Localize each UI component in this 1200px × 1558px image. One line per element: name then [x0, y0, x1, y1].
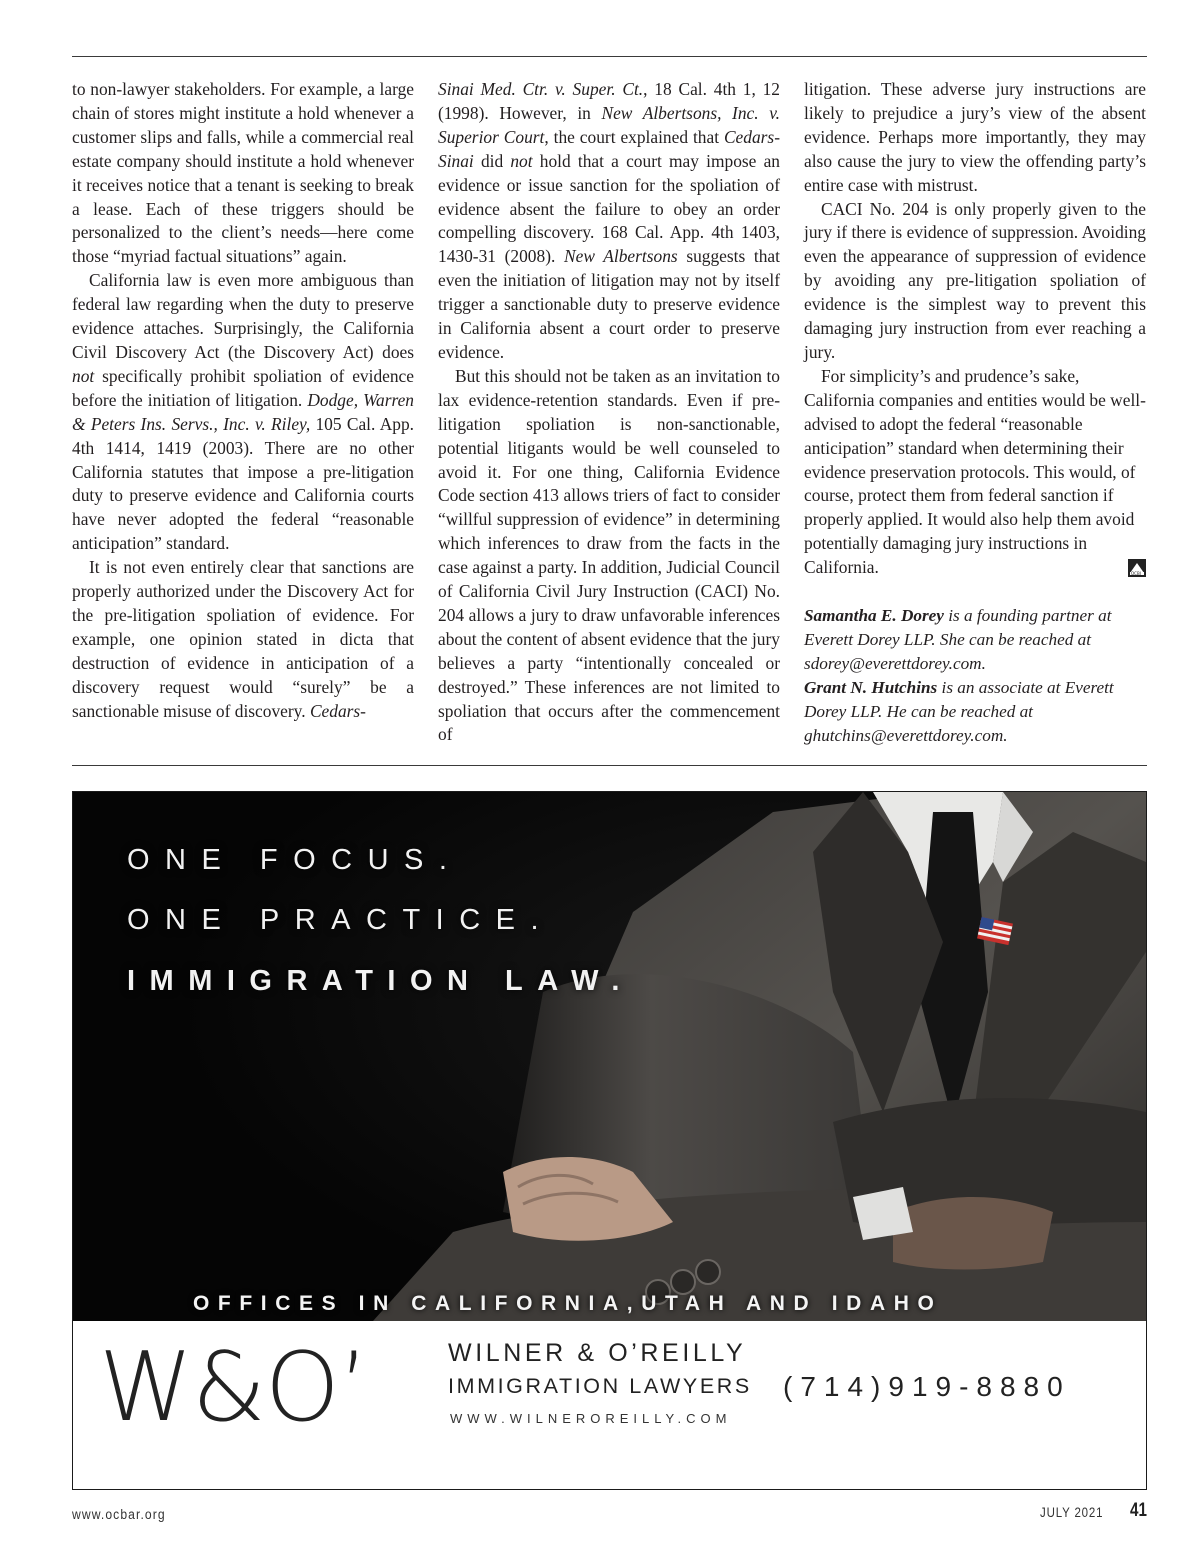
- paragraph: CACI No. 204 is only properly given to the jury if there is evidence of suppression. Avoiding even the appearance of suppression of evidence by avoiding any pre-litigation spoliation of evidence is the simplest way to prevent this damaging jury instruction from ever reaching a jury.: [804, 198, 1146, 362]
- paragraph: to non-lawyer stakeholders. For example, a large chain of stores might institute a hold whenever a customer slips and falls, while a commercial real estate company should institute a hold whenever it receives notice that a tenant is seeking to break a lease. Each of these triggers should be personalized to the client’s needs—here come those “myriad factual situations” again.: [72, 79, 414, 267]
- ad-offices-text: OFFICES IN CALIFORNIA,UTAH AND IDAHO: [193, 1292, 943, 1315]
- article-column-2: [438, 78, 780, 747]
- paragraph: But this should not be taken as an invitation to lax evidence-retention standards. Even if pre-litigation spoliation is non-sanctionable, potential litigants would be well counseled to avoid it. For one thing, California Evidence Code section 413 allows triers of fact to consider “willful suppression of evidence” in determining which inferences to draw from the facts in the case against a party. In addition, Judicial Council of California Civil Jury Instruction (CACI) No. 204 allows a jury to draw unfavorable inferences about the content of absent evidence that the jury believes a party “intentionally concealed or destroyed.” These inferences are not limited to spoliation that occurs after the commencement of: [438, 365, 780, 745]
- paragraph: Sinai Med. Ctr. v. Super. Ct., 18 Cal. 4th 1, 12 (1998). However, in New Albertsons, Inc. v. Superior Court, the court explained that Cedars-Sinai did not hold that a court may impose an evidence or issue sanction for the spoliation of evidence absent the failure to obey an order compelling discovery. 168 Cal. App. 4th 1403, 1430-31 (2008). New Albertsons suggests that even the initiation of litigation may not by itself trigger a sanctionable duty to preserve evidence in California absent a court order to preserve evidence.: [438, 79, 781, 362]
- ad-tagline: ONE FOCUS.: [127, 844, 463, 876]
- author-bios: [804, 604, 1146, 747]
- firm-description: IMMIGRATION LAWYERS: [448, 1374, 752, 1398]
- section-rule: [72, 765, 1147, 766]
- man-in-suit-arms-crossed-photo: [73, 792, 1146, 1321]
- svg-text:OCBJ: OCBJ: [1131, 571, 1141, 577]
- firm-name: WILNER & O’REILLY: [448, 1339, 747, 1367]
- firm-phone[interactable]: (714)919-8880: [783, 1371, 1071, 1402]
- ad-footer: [73, 1321, 1146, 1489]
- folio-date: JULY 2021: [1040, 1505, 1104, 1520]
- top-rule: [72, 56, 1147, 57]
- folio-website-link[interactable]: www.ocbar.org: [72, 1507, 166, 1522]
- paragraph: litigation. These adverse jury instructions are likely to prejudice a jury’s view of the absent evidence. Perhaps more importantly, they may also cause the jury to view the offending party’s entire case with mistrust.: [804, 79, 1146, 195]
- ad-tagline: ONE PRACTICE.: [127, 904, 555, 936]
- paragraph: For simplicity’s and prudence’s sake, California companies and entities would be well-advised to adopt the federal “reasonable anticipation” standard when determining their evidence preservation protocols. This would, of course, protect them from federal sanction if properly applied. It would also help them avoid potentially damaging jury instructions in California. OCBJ: [804, 365, 1146, 578]
- author-bio: Samantha E. Dorey is a founding partner at Everett Dorey LLP. She can be reached at sdorey@everettdorey.com.: [804, 606, 1112, 673]
- advertisement[interactable]: [72, 791, 1147, 1490]
- paragraph: It is not even entirely clear that sanctions are properly authorized under the Discovery Act for the pre-litigation spoliation of evidence. For example, one opinion stated in dicta that destruction of evidence in anticipation of a discovery request would “surely” be a sanctionable misuse of discovery. Cedars-: [72, 557, 414, 721]
- article-column-3: [804, 78, 1146, 747]
- paragraph: California law is even more ambiguous than federal law regarding when the duty to preserve evidence attaches. Surprisingly, the California Civil Discovery Act (the Discovery Act) does not specifically prohibit spoliation of evidence before the initiation of litigation. Dodge, Warren & Peters Ins. Servs., Inc. v. Riley, 105 Cal. App. 4th 1414, 1419 (2003). There are no other California statutes that impose a pre-litigation duty to preserve evidence and California courts have never adopted the federal “reasonable anticipation” standard.: [72, 270, 414, 554]
- page-number: 41: [1130, 1500, 1147, 1521]
- article-column-1: [72, 78, 414, 723]
- ocbj-endmark-icon: [1128, 559, 1146, 577]
- author-bio: Grant N. Hutchins is an associate at Everett Dorey LLP. He can be reached at ghutchins@everettdorey.com.: [804, 677, 1114, 745]
- firm-logo: W&O’: [99, 1333, 368, 1443]
- firm-website-link[interactable]: WWW.WILNEROREILLY.COM: [450, 1411, 732, 1426]
- ad-tagline-emphasis: IMMIGRATION LAW.: [127, 965, 634, 997]
